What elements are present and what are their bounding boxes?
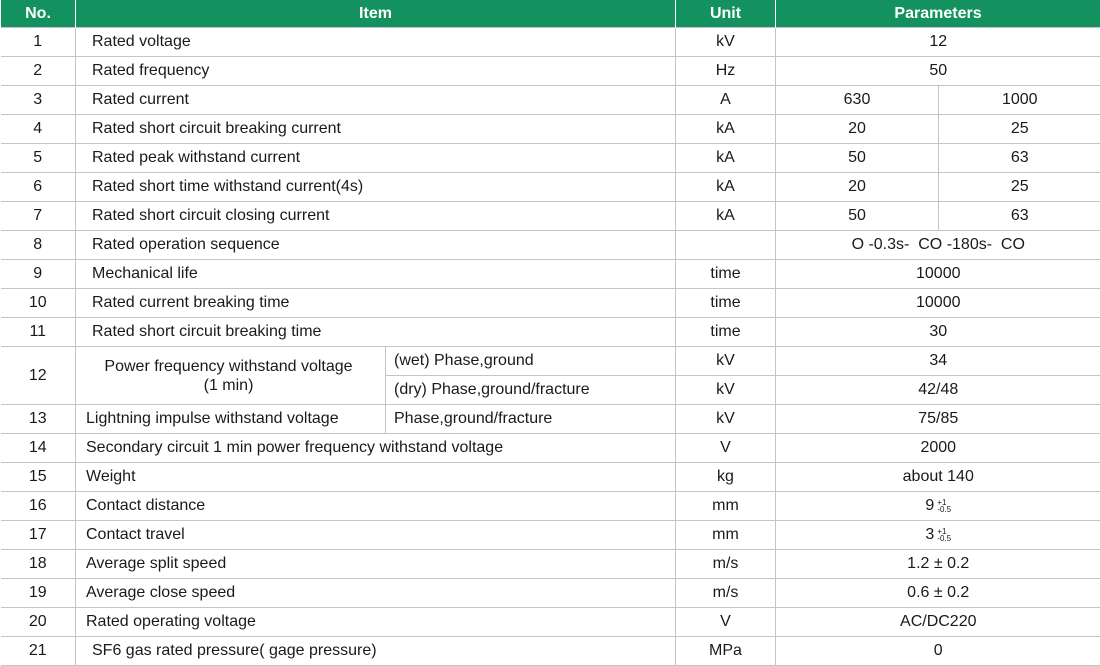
tolerance-upper: +1 xyxy=(937,528,951,535)
table-row xyxy=(1,86,1100,115)
table-row xyxy=(1,115,1100,144)
unit-cell: Hz xyxy=(676,57,776,86)
parameter-cell xyxy=(776,492,1100,521)
item-cell: Contact distance xyxy=(76,492,676,521)
unit-cell: kA xyxy=(676,144,776,173)
table-row xyxy=(1,144,1100,173)
table-row xyxy=(1,231,1100,260)
parameter-cell xyxy=(776,521,1100,550)
parameter-cell: 34 xyxy=(776,347,1100,376)
parameter-cell: 10000 xyxy=(776,260,1100,289)
unit-cell: kg xyxy=(676,463,776,492)
unit-cell: kV xyxy=(676,376,776,405)
parameter-cell: 42/48 xyxy=(776,376,1100,405)
item-cell: Average close speed xyxy=(76,579,676,608)
parameter-cell-1000a: 63 xyxy=(939,202,1100,231)
row-number: 8 xyxy=(1,231,76,260)
row-number: 17 xyxy=(1,521,76,550)
item-cell: Mechanical life xyxy=(76,260,676,289)
parameter-cell: 0 xyxy=(776,637,1100,666)
parameter-cell: 2000 xyxy=(776,434,1100,463)
item-cell: Rated frequency xyxy=(76,57,676,86)
item-cell: Rated current breaking time xyxy=(76,289,676,318)
row-number: 6 xyxy=(1,173,76,202)
item-cell: Rated peak withstand current xyxy=(76,144,676,173)
table-row xyxy=(1,28,1100,57)
row-number: 7 xyxy=(1,202,76,231)
row-number: 11 xyxy=(1,318,76,347)
unit-cell: kV xyxy=(676,347,776,376)
parameter-cell: 75/85 xyxy=(776,405,1100,434)
row-number: 1 xyxy=(1,28,76,57)
item-line-1: Power frequency withstand voltage xyxy=(76,357,381,376)
parameter-cell-630a: 20 xyxy=(776,173,939,202)
item-cell: Rated short circuit closing current xyxy=(76,202,676,231)
table-row xyxy=(1,260,1100,289)
item-cell: Rated voltage xyxy=(76,28,676,57)
header-item: Item xyxy=(76,0,676,28)
parameter-cell: about 140 xyxy=(776,463,1100,492)
row-number: 12 xyxy=(1,347,76,405)
header-no: No. xyxy=(1,0,76,28)
unit-cell: kV xyxy=(676,405,776,434)
table-row xyxy=(1,550,1100,579)
table-row xyxy=(1,173,1100,202)
item-cell: Average split speed xyxy=(76,550,676,579)
tolerance xyxy=(937,499,951,513)
row-number: 18 xyxy=(1,550,76,579)
table-row xyxy=(1,405,1100,434)
table-row xyxy=(1,579,1100,608)
row-number: 9 xyxy=(1,260,76,289)
table-row xyxy=(1,492,1100,521)
unit-cell: kA xyxy=(676,115,776,144)
parameter-cell-630a: 20 xyxy=(776,115,939,144)
row-number: 21 xyxy=(1,637,76,666)
row-number: 15 xyxy=(1,463,76,492)
row-number: 2 xyxy=(1,57,76,86)
table-row xyxy=(1,608,1100,637)
unit-cell: time xyxy=(676,318,776,347)
item-cell: Contact travel xyxy=(76,521,676,550)
item-cell: Rated operation sequence xyxy=(76,231,676,260)
unit-cell: mm xyxy=(676,492,776,521)
parameter-value: 3 xyxy=(925,526,934,543)
table-row xyxy=(1,637,1100,666)
item-cell: SF6 gas rated pressure( gage pressure) xyxy=(76,637,676,666)
row-number: 20 xyxy=(1,608,76,637)
unit-cell: A xyxy=(676,86,776,115)
parameter-cell: 1.2 ± 0.2 xyxy=(776,550,1100,579)
parameter-cell-1000a: 25 xyxy=(939,115,1100,144)
parameter-cell: 12 xyxy=(776,28,1100,57)
item-cell: Rated short circuit breaking current xyxy=(76,115,676,144)
table-row xyxy=(1,289,1100,318)
header-parameters: Parameters xyxy=(776,0,1100,28)
unit-cell: kV xyxy=(676,28,776,57)
row-number: 5 xyxy=(1,144,76,173)
row-number: 19 xyxy=(1,579,76,608)
unit-cell: kA xyxy=(676,173,776,202)
tolerance-upper: +1 xyxy=(937,499,951,506)
row-number: 13 xyxy=(1,405,76,434)
parameter-cell: 30 xyxy=(776,318,1100,347)
parameter-cell: 0.6 ± 0.2 xyxy=(776,579,1100,608)
unit-cell: V xyxy=(676,608,776,637)
unit-cell: V xyxy=(676,434,776,463)
table-row xyxy=(1,521,1100,550)
unit-cell: kA xyxy=(676,202,776,231)
tolerance-lower: -0.5 xyxy=(937,506,951,513)
unit-cell: time xyxy=(676,260,776,289)
header-row xyxy=(1,0,1100,28)
parameter-cell: 50 xyxy=(776,57,1100,86)
parameter-cell-630a: 630 xyxy=(776,86,939,115)
item-cell: Rated short time withstand current(4s) xyxy=(76,173,676,202)
parameter-cell-1000a: 63 xyxy=(939,144,1100,173)
unit-cell xyxy=(676,231,776,260)
row-number: 4 xyxy=(1,115,76,144)
item-cell: Rated operating voltage xyxy=(76,608,676,637)
item-cell: Rated current xyxy=(76,86,676,115)
parameter-cell: O -0.3s- CO -180s- CO xyxy=(776,231,1100,260)
parameter-cell: 10000 xyxy=(776,289,1100,318)
item-cell: Weight xyxy=(76,463,676,492)
row-number: 16 xyxy=(1,492,76,521)
unit-cell: m/s xyxy=(676,550,776,579)
item-line-2: (1 min) xyxy=(76,376,381,395)
parameter-cell-1000a: 1000 xyxy=(939,86,1100,115)
parameter-value: 9 xyxy=(925,497,934,514)
item-cell: Rated short circuit breaking time xyxy=(76,318,676,347)
tolerance xyxy=(937,528,951,542)
parameter-cell: AC/DC220 xyxy=(776,608,1100,637)
unit-cell: mm xyxy=(676,521,776,550)
unit-cell: MPa xyxy=(676,637,776,666)
item-cell xyxy=(76,347,386,405)
condition-cell-wet: (wet) Phase,ground xyxy=(386,347,676,376)
parameter-cell-630a: 50 xyxy=(776,202,939,231)
item-cell: Secondary circuit 1 min power frequency withstand voltage xyxy=(76,434,676,463)
table-row xyxy=(1,202,1100,231)
header-unit: Unit xyxy=(676,0,776,28)
table-row xyxy=(1,57,1100,86)
table-row xyxy=(1,463,1100,492)
row-number: 3 xyxy=(1,86,76,115)
condition-cell: Phase,ground/fracture xyxy=(386,405,676,434)
parameter-cell-630a: 50 xyxy=(776,144,939,173)
row-number: 10 xyxy=(1,289,76,318)
parameter-cell-1000a: 25 xyxy=(939,173,1100,202)
tolerance-lower: -0.5 xyxy=(937,535,951,542)
table-row xyxy=(1,318,1100,347)
condition-cell-dry: (dry) Phase,ground/fracture xyxy=(386,376,676,405)
table-row xyxy=(1,347,1100,376)
table-row xyxy=(1,434,1100,463)
unit-cell: m/s xyxy=(676,579,776,608)
row-number: 14 xyxy=(1,434,76,463)
item-cell: Lightning impulse withstand voltage xyxy=(76,405,386,434)
unit-cell: time xyxy=(676,289,776,318)
